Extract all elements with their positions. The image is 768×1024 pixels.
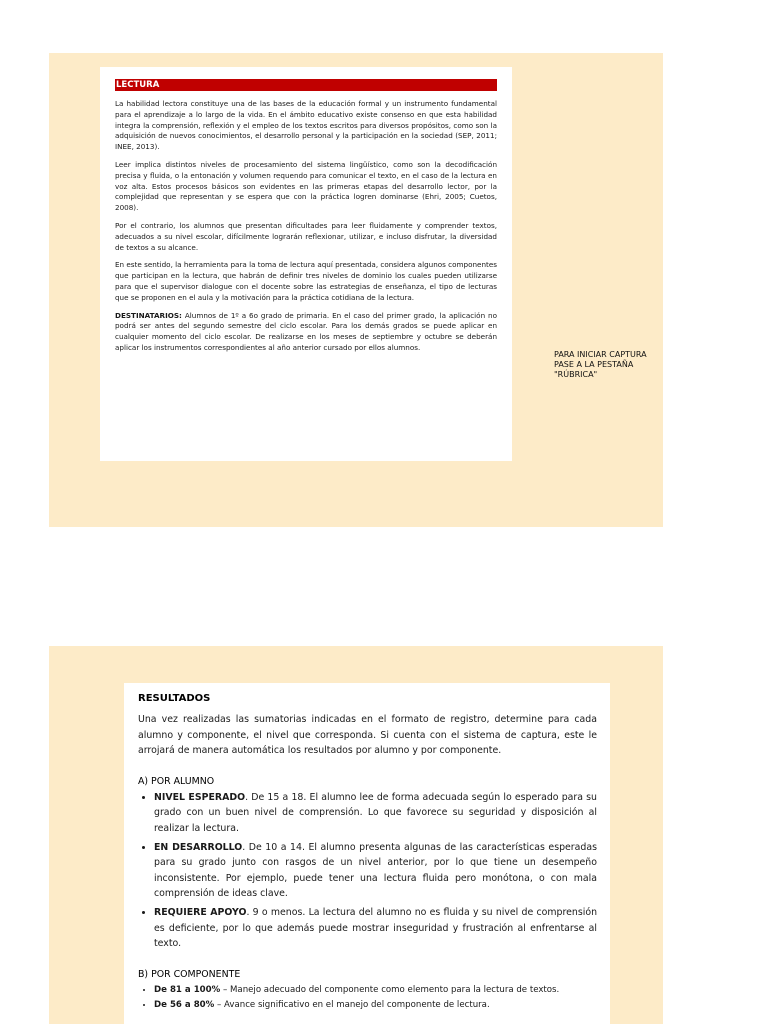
lectura-paragraph-1: La habilidad lectora constituye una de las bases de la educación formal y un instrumento fundamental para el aprendizaje a lo largo de la vida. En el ámbito educativo existe consenso en que esta habilidad integra la comprensión, reflexión y el empleo de los textos escritos para diversos propósitos, como son la adquisición de nuevos conocimientos, el desarrollo personal y la participación en la sociedad (SEP, 2011; INEE, 2013).: [115, 99, 497, 152]
level-description: . De 15 a 18. El alumno lee de forma adecuada según lo esperado para su grado con un buen nivel de comprensión. Lo que favorece su seguridad y disposición al realizar la lectura.: [154, 791, 598, 834]
level-description: . De 10 a 14. El alumno presenta algunas de las características esperadas para su grado junto con rasgos de un nivel anterior, por lo que tiene un desempeño inconsistente. Por ejemplo, puede tener una lectura fluida pero monótona, o con mala comprensión de ideas clave.: [154, 841, 597, 900]
lectura-card: [100, 67, 512, 461]
resultados-card: [124, 683, 610, 1024]
list-item-nivel-esperado: [154, 790, 597, 837]
lectura-paragraph-3: Por el contrario, los alumnos que presentan dificultades para leer fluidamente y comprender textos, adecuados a su nivel escolar, difícilmente lograrán reflexionar, utilizar, e incluso disfrutar, la diversidad de textos a su alcance.: [115, 220, 497, 252]
level-description: . 9 o menos. La lectura del alumno no es fluida y su nivel de comprensión es deficiente, por lo que además puede mostrar inseguridad y frustración al enfrentarse al texto.: [154, 906, 598, 950]
lectura-panel: [49, 53, 663, 527]
range-description: – Avance significativo en el manejo del componente de lectura.: [214, 999, 490, 1010]
list-item-81-100: [154, 983, 597, 997]
resultados-intro: Una vez realizadas las sumatorias indicadas en el formato de registro, determine para cada alumno y componente, el nivel que corresponda. Si cuenta con el sistema de captura, este le arrojará de manera automática los resultados por alumno y por componente.: [138, 714, 597, 757]
level-label: REQUIERE APOYO: [154, 906, 247, 918]
range-label: De 56 a 80%: [154, 999, 215, 1010]
level-label: EN DESARROLLO: [154, 841, 243, 853]
destinatarios-label: DESTINATARIOS:: [115, 310, 182, 320]
lectura-paragraph-4: En este sentido, la herramienta para la toma de lectura aquí presentada, considera algunos componentes que participan en la lectura, que habrán de definir tres niveles de dominio los cuales pueden utilizarse para que el supervisor dialogue con el docente sobre las estrategias de enseñanza, el tipo de lecturas que se proponen en el aula y la motivación para la práctica cotidiana de la lectura.: [115, 260, 498, 302]
por-alumno-list: [138, 790, 597, 952]
section-por-alumno: A) POR ALUMNO: [138, 775, 215, 787]
destinatarios-paragraph: [115, 311, 497, 354]
capture-instruction-note: PARA INICIAR CAPTURA PASE A LA PESTAÑA "RÚBRICA": [554, 350, 647, 379]
por-componente-list: [138, 983, 597, 1012]
destinatarios-text: Alumnos de 1º a 6o grado de primaria. En el caso del primer grado, la aplicación no podrá ser antes del segundo semestre del ciclo escolar. Para los demás grados se puede aplicar en cualquier momento del ciclo escolar. De realizarse en los meses de septiembre y octubre se deberán aplicar los instrumentos correspondientes al año anterior cursado por ellos alumnos.: [115, 310, 497, 352]
resultados-panel: [49, 646, 663, 1024]
level-label: NIVEL ESPERADO: [154, 791, 246, 803]
list-item-56-80: [154, 998, 597, 1012]
list-item-requiere-apoyo: [154, 905, 597, 952]
range-label: De 81 a 100%: [154, 984, 221, 995]
resultados-title: RESULTADOS: [138, 693, 211, 704]
range-description: – Manejo adecuado del componente como elemento para la lectura de textos.: [220, 984, 560, 995]
section-por-componente: B) POR COMPONENTE: [138, 968, 241, 980]
lectura-paragraph-2: Leer implica distintos niveles de procesamiento del sistema lingüístico, como son la decodificación precisa y fluida, o la entonación y volumen requendo para comunicar el texto, en el caso de la lectura en voz alta. Estos procesos básicos son evidentes en las primeras etapas del desarrollo lector, por la complejidad que representan y se espera que con la práctica logren dominarse (Ehri, 2005; Cuetos, 2008).: [115, 159, 497, 213]
list-item-en-desarrollo: [154, 840, 597, 902]
lectura-header: LECTURA: [115, 79, 497, 91]
